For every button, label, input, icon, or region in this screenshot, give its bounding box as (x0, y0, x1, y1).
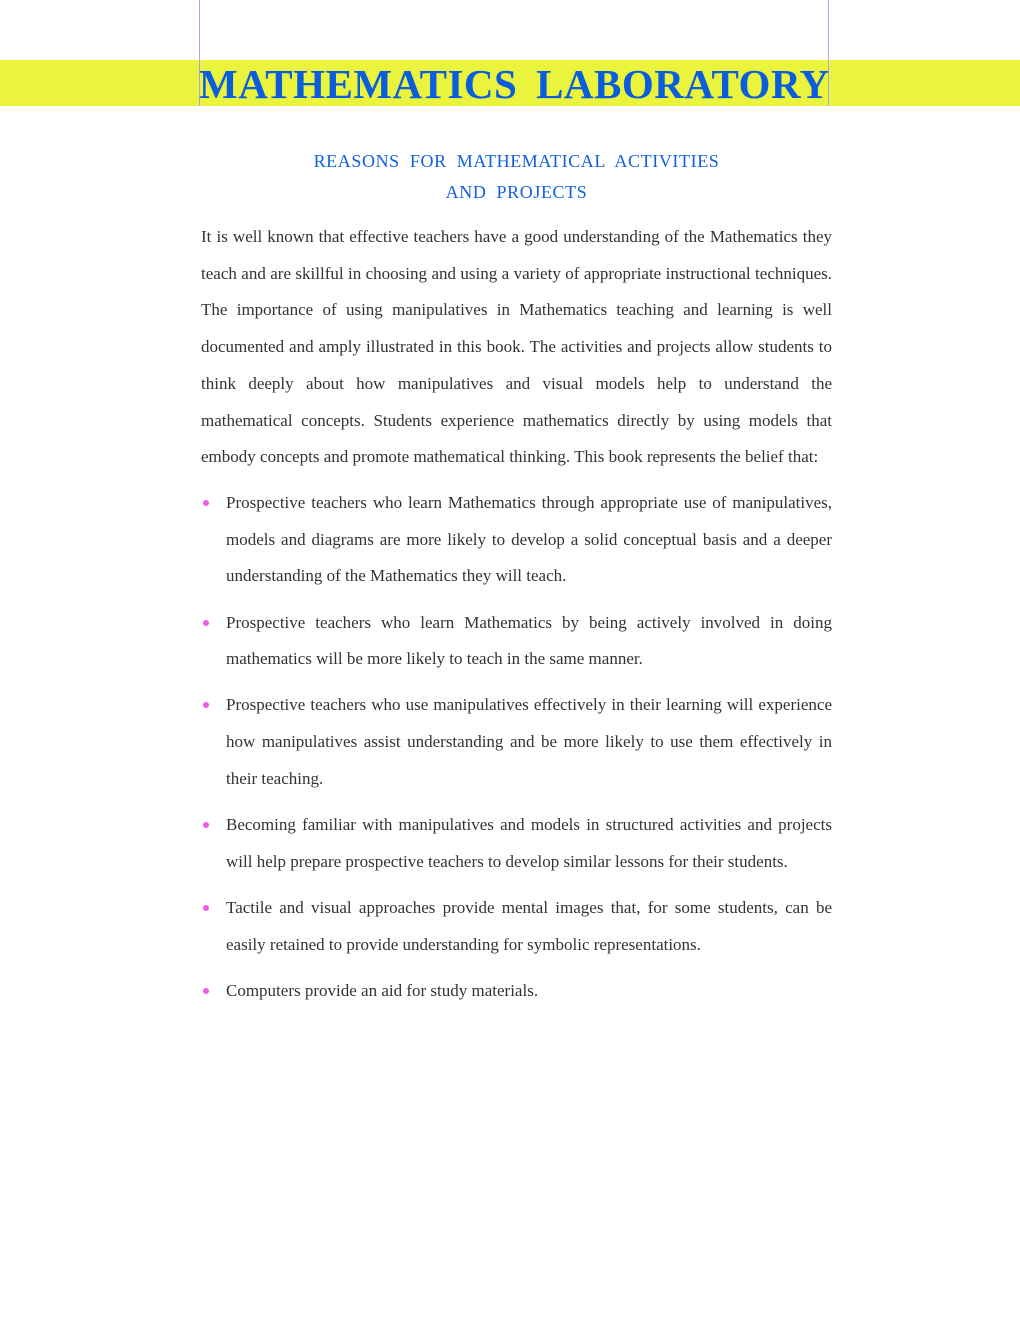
bullet-icon (203, 988, 209, 994)
list-item (201, 485, 832, 595)
list-item-text: Prospective teachers who learn Mathematics by being actively involved in doing mathematics will be more likely to teach in the same manner. (226, 612, 832, 669)
list-item (201, 605, 832, 678)
page-title: MATHEMATICS LABORATORY (199, 61, 830, 107)
bullet-list (201, 485, 832, 1010)
list-item (201, 890, 832, 963)
list-item-text: Becoming familiar with manipulatives and models in structured activities and projects will help prepare prospective teachers to develop similar lessons for their students. (226, 815, 832, 871)
body-text (201, 219, 832, 1019)
intro-paragraph: It is well known that effective teachers have a good understanding of the Mathematics they teach and are skillful in choosing and using a variety of appropriate instructional techniques. The importance of using manipulatives in Mathematics teaching and learning is well documented and amply illustrated in this book. The activities and projects allow students to think deeply about how manipulatives and visual models help to understand the mathematical concepts. Students experience mathematics directly by using models that embody concepts and promote mathematical thinking. This book represents the belief that: (201, 227, 832, 467)
list-item-text: Tactile and visual approaches provide mental images that, for some students, can be easily retained to provide understanding for symbolic representations. (226, 897, 832, 954)
list-item-text: Prospective teachers who learn Mathematics through appropriate use of manipulatives, models and diagrams are more likely to develop a solid conceptual basis and a deeper understanding of the Mathematics they will teach. (226, 492, 832, 586)
list-item (201, 807, 832, 880)
list-item (201, 973, 832, 1010)
bullet-icon (203, 822, 209, 828)
bullet-icon (203, 500, 209, 506)
list-item-text: Prospective teachers who use manipulatives effectively in their learning will experience how manipulatives assist understanding and be more likely to use them effectively in their teaching. (226, 695, 832, 788)
section-title-line2: AND PROJECTS (445, 182, 588, 202)
bullet-icon (203, 620, 209, 626)
list-item-text: Computers provide an aid for study materials. (226, 980, 539, 1000)
list-item (201, 687, 832, 797)
bullet-icon (203, 702, 209, 708)
bullet-icon (203, 905, 209, 911)
section-title (201, 146, 832, 208)
section-title-line1: REASONS FOR MATHEMATICAL ACTIVITIES (313, 151, 720, 171)
